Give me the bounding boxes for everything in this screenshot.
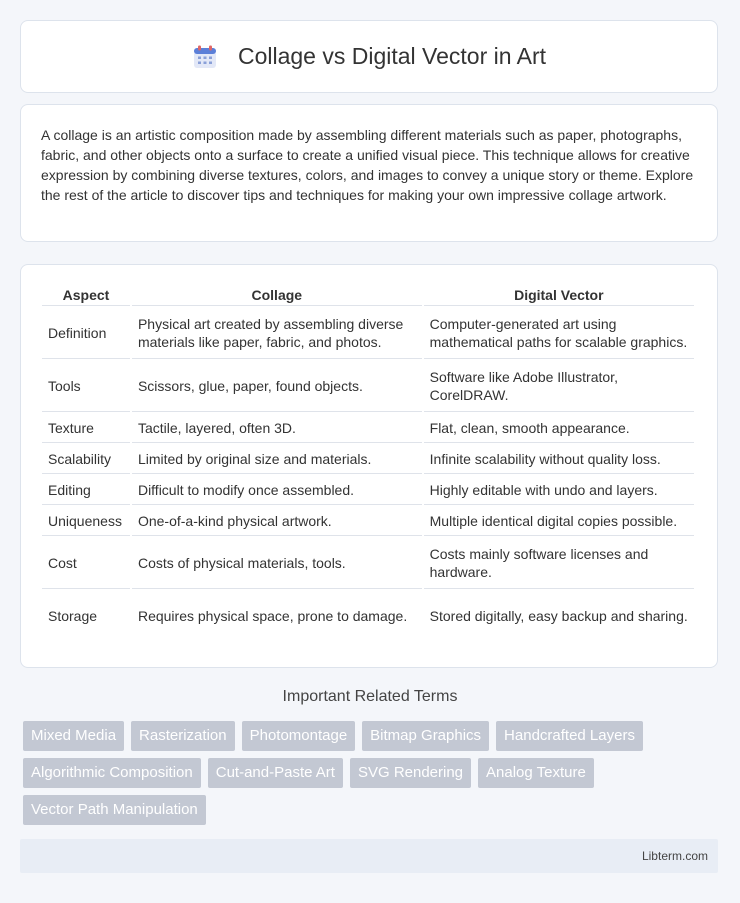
tag-svg-rendering[interactable]: SVG Rendering	[350, 758, 471, 788]
cell-digital-vector: Highly editable with undo and layers.	[424, 476, 694, 505]
table-row	[42, 538, 694, 589]
cell-aspect: Definition	[42, 308, 130, 359]
cell-aspect: Uniqueness	[42, 507, 130, 536]
cell-collage: Physical art created by assembling diverse materials like paper, fabric, and photos.	[132, 308, 422, 359]
tag-rasterization[interactable]: Rasterization	[131, 721, 235, 751]
tag-handcrafted-layers[interactable]: Handcrafted Layers	[496, 721, 643, 751]
page-title-text: Collage vs Digital Vector in Art	[237, 43, 547, 69]
footer-site-link[interactable]: Libterm.com	[641, 849, 708, 863]
comparison-table	[40, 282, 696, 643]
cell-collage: Costs of physical materials, tools.	[132, 538, 422, 589]
table-header-row	[42, 284, 694, 306]
tag-photomontage[interactable]: Photomontage	[242, 721, 356, 751]
cell-digital-vector: Stored digitally, easy backup and sharing.	[429, 608, 688, 624]
table-row	[42, 361, 694, 412]
header-digital-vector: Digital Vector	[424, 284, 694, 306]
cell-digital-vector: Multiple identical digital copies possible.	[424, 507, 694, 536]
intro-card	[20, 104, 718, 242]
cell-aspect: Texture	[42, 414, 130, 443]
tag-cut-and-paste-art[interactable]: Cut-and-Paste Art	[208, 758, 343, 788]
cell-collage: Scissors, glue, paper, found objects.	[132, 361, 422, 412]
cell-digital-vector: Computer-generated art using mathematical paths for scalable graphics.	[424, 308, 694, 359]
cell-aspect: Cost	[42, 538, 130, 589]
table-row	[42, 445, 694, 474]
related-terms-list	[23, 721, 693, 825]
tag-algorithmic-composition[interactable]: Algorithmic Composition	[23, 758, 201, 788]
table-row	[42, 308, 694, 359]
cell-collage: One-of-a-kind physical artwork.	[132, 507, 422, 536]
header-collage: Collage	[132, 284, 422, 306]
tag-vector-path-manipulation[interactable]: Vector Path Manipulation	[23, 795, 206, 825]
footer	[20, 839, 718, 873]
related-terms-title: Important Related Terms	[282, 688, 458, 705]
cell-digital-vector: Flat, clean, smooth appearance.	[424, 414, 694, 443]
cell-aspect: Storage	[48, 608, 98, 624]
cell-digital-vector: Infinite scalability without quality loss.	[424, 445, 694, 474]
page-title	[192, 43, 546, 70]
table-row	[42, 414, 694, 443]
tag-bitmap-graphics[interactable]: Bitmap Graphics	[362, 721, 489, 751]
comparison-card	[20, 264, 718, 668]
calendar-icon	[192, 44, 218, 70]
intro-paragraph: A collage is an artistic composition made by assembling different materials such as paper, photographs, fabric, and other objects onto a surface to create a unified visual piece. This technique allows for creative expression by combining diverse textures, colors, and images to convey a unique story or theme. Explore the rest of the article to discover tips and techniques for making your own impressive collage artwork.	[41, 127, 694, 203]
table-row	[42, 476, 694, 505]
header-aspect: Aspect	[42, 284, 130, 306]
cell-collage: Limited by original size and materials.	[132, 445, 422, 474]
cell-aspect: Scalability	[42, 445, 130, 474]
title-card	[20, 20, 718, 93]
tag-analog-texture[interactable]: Analog Texture	[478, 758, 594, 788]
cell-aspect: Tools	[42, 361, 130, 412]
table-row	[42, 591, 694, 641]
cell-collage: Difficult to modify once assembled.	[132, 476, 422, 505]
tag-mixed-media[interactable]: Mixed Media	[23, 721, 124, 751]
cell-collage: Tactile, layered, often 3D.	[132, 414, 422, 443]
cell-aspect: Editing	[42, 476, 130, 505]
cell-digital-vector: Costs mainly software licenses and hardware.	[424, 538, 694, 589]
cell-digital-vector: Software like Adobe Illustrator, CorelDRAW.	[424, 361, 694, 412]
cell-collage: Requires physical space, prone to damage.	[137, 608, 408, 624]
table-row	[42, 507, 694, 536]
